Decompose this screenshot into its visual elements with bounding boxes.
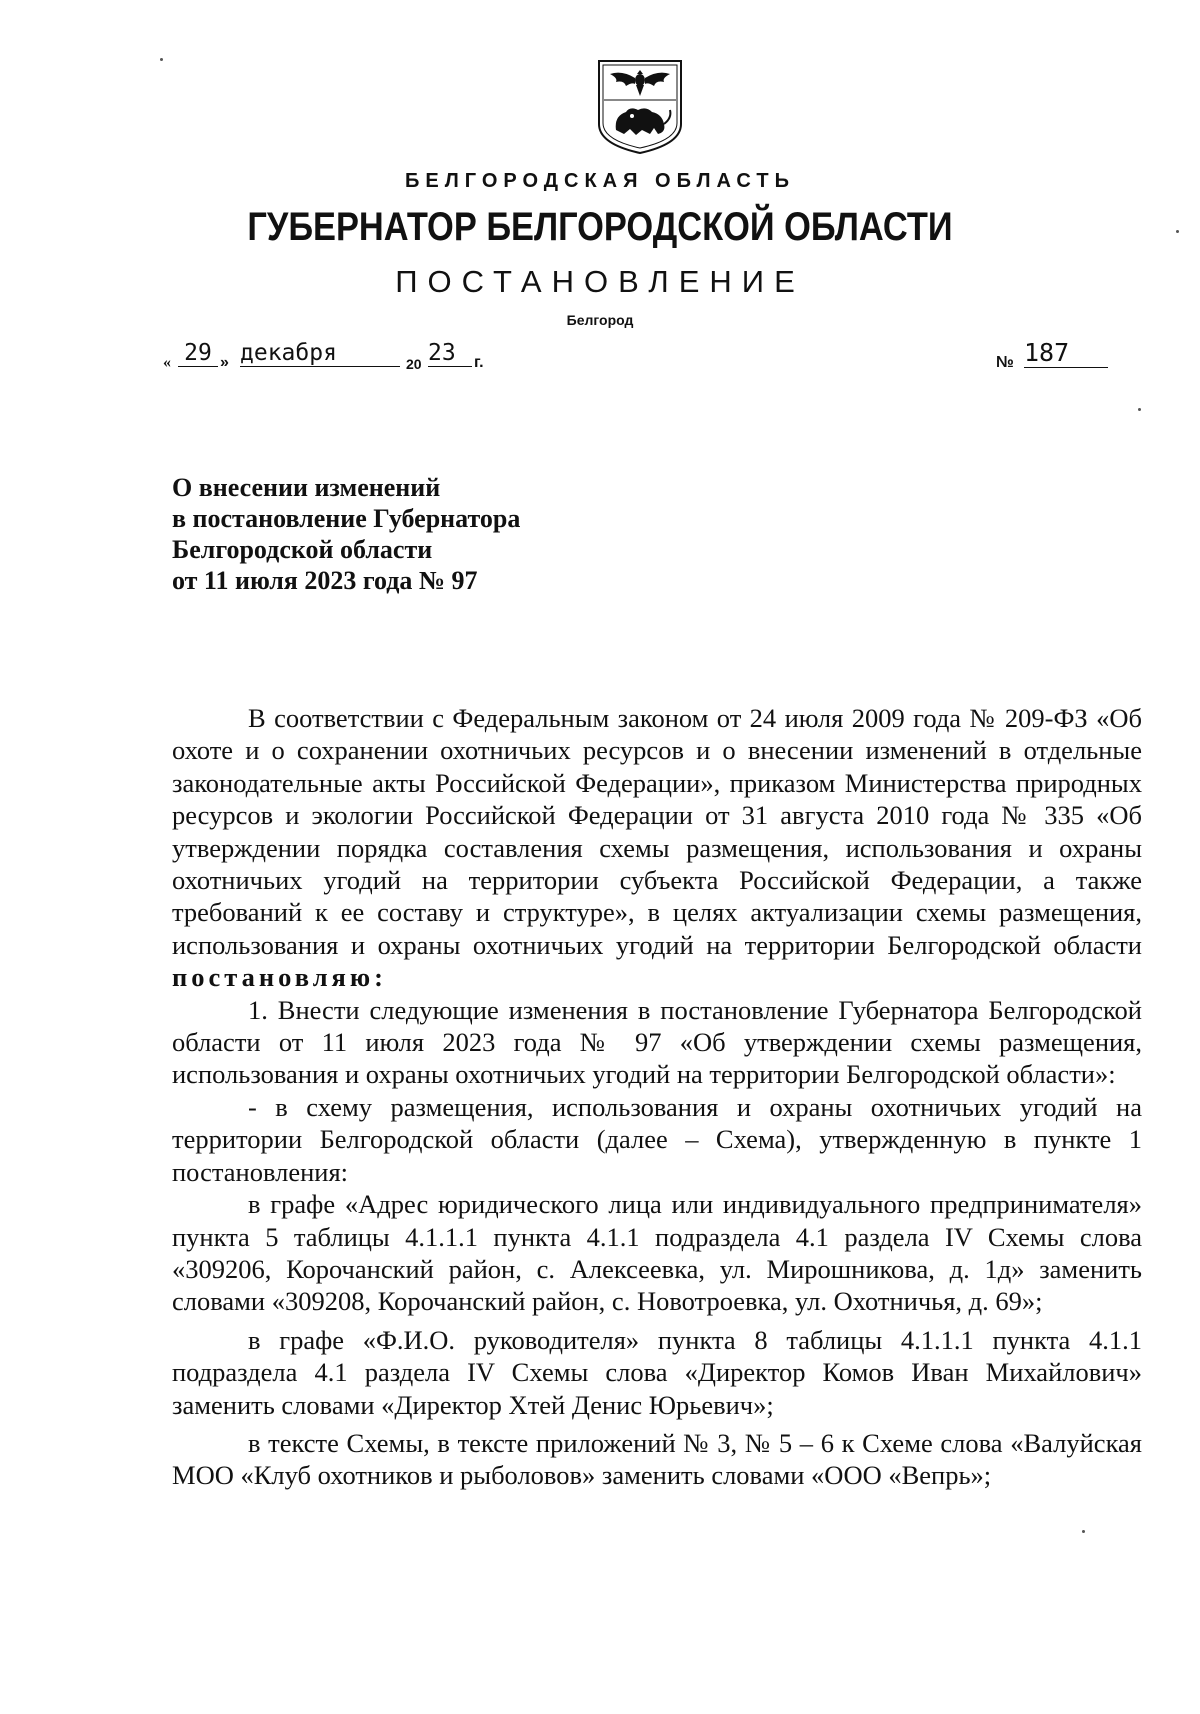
- change-3-paragraph: в тексте Схемы, в тексте приложений № 3, № 5 – 6 к Схеме слова «Валуйская МОО «Клуб охотников и рыболовов» заменить словами «ООО «Вепрь»;: [172, 1427, 1142, 1491]
- date-century: 20: [406, 356, 422, 372]
- preamble-paragraph: [172, 702, 1142, 994]
- scan-speck: [160, 58, 163, 61]
- document-number-label: №: [996, 354, 1014, 371]
- change-1-paragraph: в графе «Адрес юридического лица или индивидуального предпринимателя» пункта 5 таблицы 4.1.1.1 пункта 4.1.1 подраздела 4.1 раздела IV Схемы слова «309206, Корочанский район, с. Алексеевка, ул. Мирошникова, д. 1д» заменить словами «309208, Корочанский район, с. Новотроевка, ул. Охотничья, д. 69»;: [172, 1189, 1142, 1317]
- change-2-paragraph: в графе «Ф.И.О. руководителя» пункта 8 таблицы 4.1.1.1 пункта 4.1.1 подраздела 4.1 раздела IV Схемы слова «Директор Комов Иван Михайлович» заменить словами «Директор Хтей Денис Юрьевич»;: [172, 1324, 1142, 1420]
- belgorod-coat-of-arms-icon: [596, 58, 684, 156]
- governor-heading: ГУБЕРНАТОР БЕЛГОРОДСКОЙ ОБЛАСТИ: [247, 205, 953, 249]
- title-line: О внесении изменений: [172, 473, 441, 502]
- region-heading: БЕЛГОРОДСКАЯ ОБЛАСТЬ: [405, 170, 795, 192]
- date-year: 23: [428, 340, 472, 367]
- title-line: от 11 июля 2023 года № 97: [172, 566, 478, 595]
- scan-speck: [1082, 1530, 1085, 1533]
- document-title: [172, 472, 732, 596]
- city-label: Белгород: [566, 312, 634, 328]
- document-number: 187: [1024, 338, 1108, 368]
- decree-word: постановляю:: [172, 962, 387, 993]
- date-close-quote: »: [220, 354, 229, 371]
- document-body: [172, 702, 1142, 1492]
- document-type-heading: ПОСТАНОВЛЕНИЕ: [395, 264, 805, 299]
- item-1-sub-paragraph: - в схему размещения, использования и охраны охотничьих угодий на территории Белгородской области (далее – Схема), утвержденную в пункте 1 постановления:: [172, 1091, 1142, 1187]
- date-year-suffix: г.: [474, 354, 484, 371]
- date-month: декабря: [240, 340, 400, 367]
- scan-speck: [1138, 408, 1141, 411]
- item-1-paragraph: 1. Внести следующие изменения в постановление Губернатора Белгородской области от 11 июля 2023 года № 97 «Об утверждении схемы размещения, использования и охраны охотничьих угодий на территории Белгородской области»:: [172, 994, 1142, 1090]
- title-line: Белгородской области: [172, 535, 433, 564]
- scan-speck: [1176, 230, 1179, 233]
- title-line: в постановление Губернатора: [172, 504, 521, 533]
- preamble-text: В соответствии с Федеральным законом от 24 июля 2009 года № 209-ФЗ «Об охоте и о сохранении охотничьих ресурсов и о внесении изменений в отдельные законодательные акты Российской Федерации», приказом Министерства природных ресурсов и экологии Российской Федерации от 31 августа 2010 года № 335 «Об утверждении порядка составления схемы размещения, использования и охраны охотничьих угодий на территории субъекта Российской Федерации, а также требований к ее составу и структуре», в целях актуализации схемы размещения, использования и охраны охотничьих угодий на территории Белгородской области: [172, 703, 1142, 960]
- date-open-quote: «: [163, 354, 171, 371]
- date-day: 29: [178, 340, 218, 367]
